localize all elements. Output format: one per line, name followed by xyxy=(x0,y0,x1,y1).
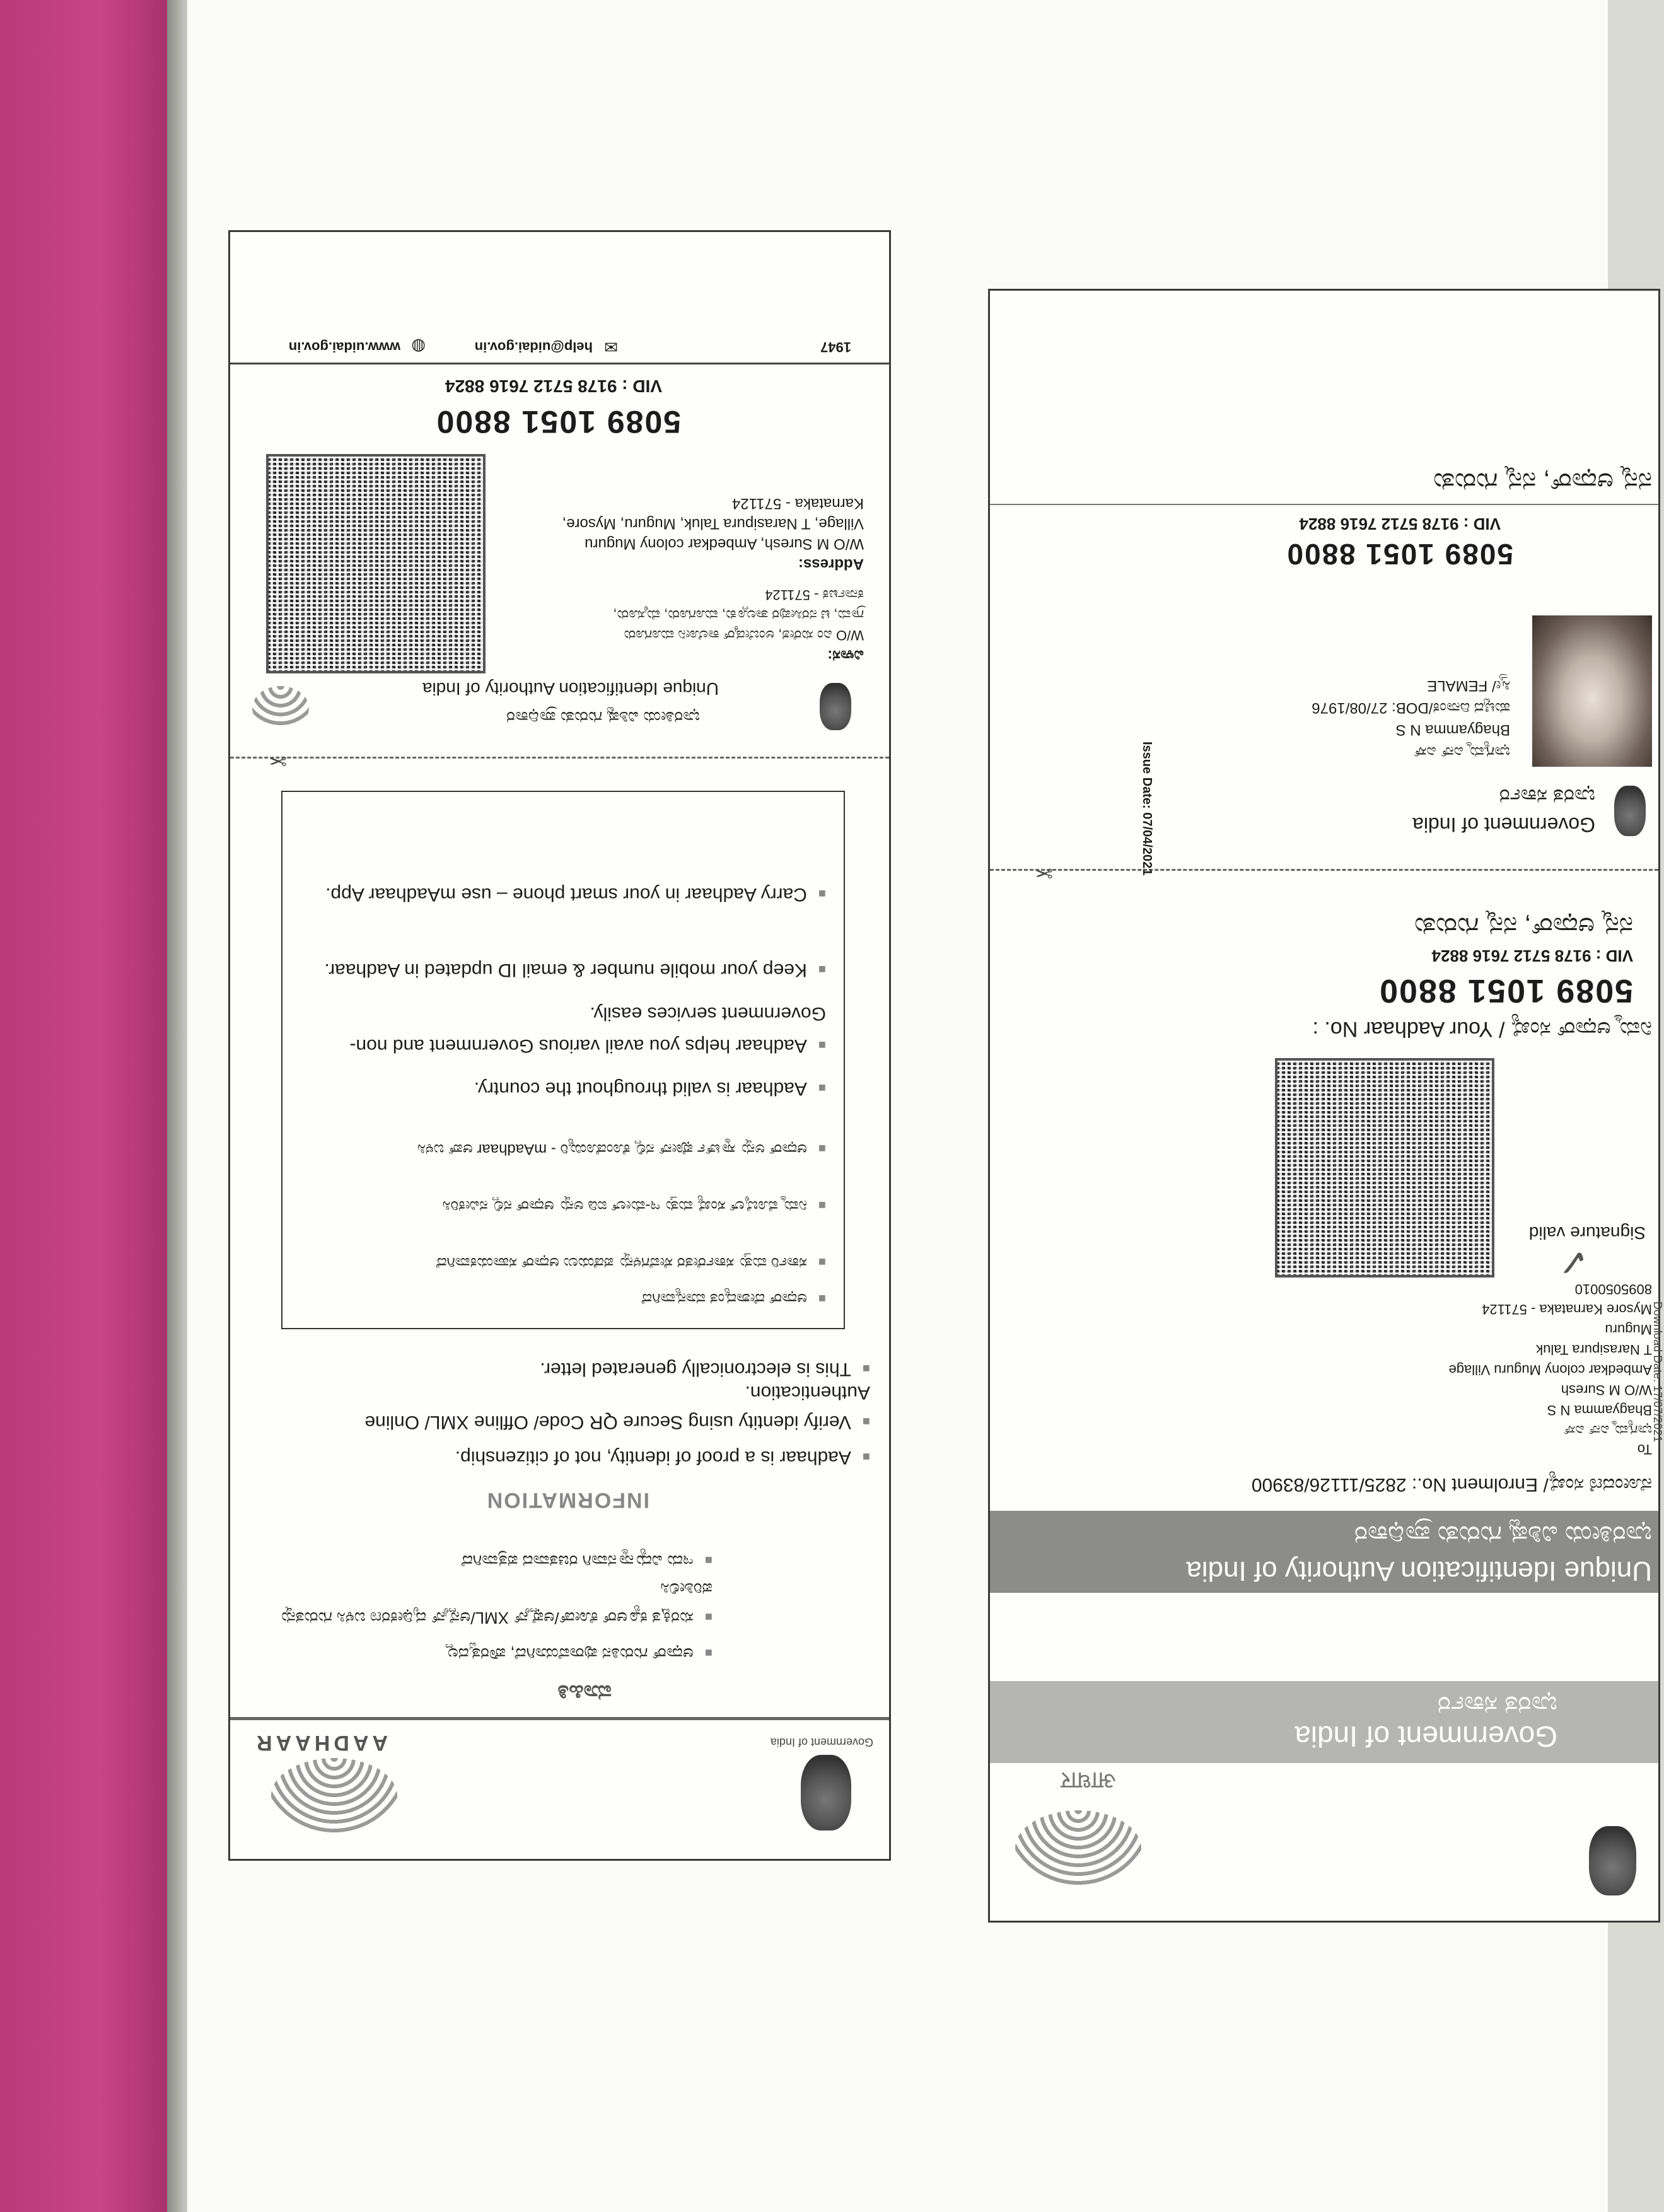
secure-qr-code xyxy=(266,454,486,673)
recipient-name-kannada: ಭಾಗ್ಯಮ್ಮ ಎನ್ ಎಸ್ xyxy=(1563,1423,1652,1438)
vid-number: VID : 9178 5712 7616 8824 xyxy=(1431,946,1633,965)
card-vid: VID : 9178 5712 7616 8824 xyxy=(1299,515,1501,533)
address-line: W/O M Suresh, Ambedkar colony Muguru xyxy=(585,535,864,552)
slogan: ನನ್ನ ಆಧಾರ್, ನನ್ನ ಗುರುತು xyxy=(1414,912,1633,940)
issuer-kannada: ಭಾರತೀಯ ವಿಶಿಷ್ಟ ಗುರುತು ಪ್ರಾಧಿಕಾರ xyxy=(506,708,700,727)
footer-website: www.uidai.gov.in xyxy=(288,339,400,355)
benefit-item-kannada: ■ ಆಧಾರ್ ದೇಶಾದ್ಯಂತ ಮಾನ್ಯವಾಗಿದೆ xyxy=(296,1289,826,1307)
holder-dob: ಹುಟ್ಟಿದ ದಿನಾಂಕ/DOB: 27/08/1976 xyxy=(1312,699,1510,716)
benefit-item: ■ Carry Aadhaar in your smart phone – use mAadhaar App. xyxy=(296,878,826,910)
aadhaar-logo-icon xyxy=(1015,1810,1141,1886)
mail-icon: ✉ xyxy=(604,337,618,356)
gov-band-kannada: ಭಾರತ ಸರ್ಕಾರ xyxy=(1437,1691,1557,1719)
aadhaar-letter-back-panel xyxy=(228,230,891,1861)
national-emblem-icon xyxy=(801,1755,851,1831)
address-line: Village, T Narasipura Taluk, Muguru, Mysore, xyxy=(562,515,864,532)
aadhaar-logo-icon xyxy=(271,1758,397,1834)
benefit-item: ■ Aadhaar is valid throughout the country. xyxy=(296,1078,826,1099)
cut-line xyxy=(230,757,889,759)
recipient-line: Ambedkar colony Muguru Village xyxy=(1448,1362,1652,1378)
footer-email: help@uidai.gov.in xyxy=(474,339,593,355)
scanned-sheet xyxy=(187,0,1664,2212)
recipient-line: W/O M Suresh xyxy=(1561,1382,1652,1398)
benefit-item-kannada: ■ ಆಧಾರ್ ಅನ್ನು ಸ್ಮಾರ್ಟ್ ಫೋನ್ ನಲ್ಲಿ ಕೊಂಡೊಯ್ಯಿರಿ - mAadhaar ಆಪ್ ಬಳಸಿ xyxy=(296,1135,826,1162)
vid-number: VID : 9178 5712 7616 8824 xyxy=(445,376,662,396)
recipient-line: T Narasipura Taluk xyxy=(1536,1342,1652,1358)
scissors-icon: ✂ xyxy=(269,748,287,772)
address-kannada-label: ವಿಳಾಸ: xyxy=(827,647,864,664)
address-kannada-line: ಕರ್ನಾಟಕ - 571124 xyxy=(765,587,864,603)
signature-valid: Signature valid xyxy=(1528,1223,1646,1243)
binder-shadow xyxy=(167,0,187,2212)
uidai-band-kannada: ಭಾರತೀಯ ವಿಶಿಷ್ಟ ಗುರುತು ಪ್ರಾಧಿಕಾರ xyxy=(1354,1521,1652,1549)
signature-check-icon: ✓ xyxy=(1557,1241,1589,1283)
holder-name-kannada: ಭಾಗ್ಯಮ್ಮ ಎನ್ ಎಸ್ xyxy=(1413,743,1510,760)
holder-photo xyxy=(1532,615,1652,767)
card-slogan: ನನ್ನ ಆಧಾರ್, ನನ್ನ ಗುರುತು xyxy=(1433,468,1652,496)
gov-kannada: ಭಾರತ ಸರ್ಕಾರ xyxy=(1499,785,1595,808)
national-emblem-small-icon xyxy=(1614,786,1646,836)
address-kannada-line: ಗ್ರಾಮ, ಟಿ ನರಸೀಪುರ ತಾಲ್ಲೂಕು, ಮೂಗೂರು, ಮೈಸೂರು, xyxy=(613,607,864,623)
recipient-line: Bhagyamma N S xyxy=(1547,1402,1652,1418)
scissors-icon: ✂ xyxy=(1035,861,1053,885)
kannada-info-item: ■ ಸುರಕ್ಷಿತ ಕ್ಯೂಆರ್ ಕೋಡ್/ಆಫ್ಲೈನ್ XML/ಆನ್ಲೈನ್ ದೃಢೀಕರಣ ಬಳಸಿ ಗುರುತನ್ನು ಪರಿಶೀಲಿಸಿ xyxy=(259,1575,713,1632)
aadhaar-small-logo-icon xyxy=(252,686,309,730)
gov-band-english: Government of India xyxy=(1295,1720,1557,1753)
address-line: Karnataka - 571124 xyxy=(731,495,864,512)
information-item: ■ Verify identity using Secure QR Code/ Offline XML/ Online Authentication. xyxy=(265,1378,870,1436)
globe-icon: ◍ xyxy=(411,337,426,356)
aadhaar-letter-front-panel xyxy=(988,289,1664,1923)
information-heading: INFORMATION xyxy=(486,1488,649,1512)
aadhaar-number: 5089 1051 8800 xyxy=(1378,972,1633,1009)
kannada-info-heading: ಮಾಹಿತಿ xyxy=(557,1680,612,1704)
gov-english: Government of India xyxy=(1412,813,1595,836)
recipient-to: To xyxy=(1637,1441,1652,1457)
issuer-english: Unique Identification Authority of India xyxy=(422,679,719,699)
national-emblem-small-icon xyxy=(820,683,851,730)
benefit-item-kannada: ■ ಸರ್ಕಾರಿ ಮತ್ತು ಸರ್ಕಾರೇತರ ಸೇವೆಗಳನ್ನು ಪಡೆಯಲು ಆಧಾರ್ ಸಹಾಯಕವಾಗಿದೆ xyxy=(296,1249,826,1276)
information-item: ■ Aadhaar is a proof of identity, not of citizenship. xyxy=(265,1447,870,1468)
recipient-line: Muguru xyxy=(1605,1322,1652,1337)
your-aadhaar-label: ನಿಮ್ಮ ಆಧಾರ್ ಸಂಖ್ಯೆ / Your Aadhaar No. : xyxy=(1312,1017,1652,1041)
aadhaar-number: 5089 1051 8800 xyxy=(435,404,681,439)
kannada-info-item: ■ ಆಧಾರ್ ಗುರುತಿನ ಪುರಾವೆಯಾಗಿದೆ, ಪೌರತ್ವದಲ್ಲ xyxy=(259,1643,713,1663)
aadhaar-logo-text: AADHAAR xyxy=(253,1731,388,1755)
footer-rule xyxy=(230,363,889,364)
kannada-info-item: ■ ಇದು ವಿದ್ಯುನ್ಮಾನವಾಗಿ ರಚಿತವಾದ ಪತ್ರವಾಗಿದೆ xyxy=(259,1546,713,1575)
secure-qr-code xyxy=(1275,1058,1494,1278)
card-rule xyxy=(990,504,1658,505)
information-item: ■ This is electronically generated letter. xyxy=(265,1358,870,1380)
recipient-line: 8095050010 xyxy=(1574,1281,1652,1297)
enrolment-number: ನೋಂದಣಿ ಸಂಖ್ಯೆ/ Enrolment No.: 2825/11126/83900 xyxy=(1251,1474,1652,1495)
holder-name: Bhagyamma N S xyxy=(1395,721,1510,738)
benefit-item: ■ Keep your mobile number & email ID updated in Aadhaar. xyxy=(296,953,826,986)
address-kannada-line: W/O ಎಂ ಸುರೇಶ, ಅಂಬೇಡ್ಕರ್ ಕಾಲೋನಿ ಮೂಗೂರು xyxy=(624,627,864,643)
holder-gender: ಸ್ತ್ರೀ/ FEMALE xyxy=(1427,677,1510,694)
pink-binder-edge xyxy=(0,0,167,2212)
footer-year: 1947 xyxy=(820,339,851,355)
gov-caption: Government of India xyxy=(770,1736,873,1749)
benefit-item: ■ Aadhaar helps you avail various Government and non-Government services easily. xyxy=(296,998,826,1061)
issue-date: Issue Date: 07/04/2021 xyxy=(1140,742,1154,876)
cut-line xyxy=(990,869,1658,871)
national-emblem-icon xyxy=(1589,1826,1636,1895)
recipient-line: Mysore Karnataka - 571124 xyxy=(1482,1301,1652,1317)
download-date: Download Date: 17/07/2021 xyxy=(1651,1301,1664,1443)
address-label: Address: xyxy=(798,556,864,573)
uidai-band-english: Unique Identification Authority of India xyxy=(1186,1556,1652,1586)
header-rule xyxy=(230,1717,889,1720)
benefit-item-kannada: ■ ನಿಮ್ಮ ಮೊಬೈಲ್ ಸಂಖ್ಯೆ ಮತ್ತು ಇ-ಮೇಲ್ ಐಡಿ ಅನ್ನು ಆಧಾರ್ ನಲ್ಲಿ ನವೀಕರಿಸಿ xyxy=(296,1192,826,1219)
aadhaar-hindi-text: आधार xyxy=(1061,1767,1116,1793)
card-aadhaar-number: 5089 1051 8800 xyxy=(1286,538,1513,571)
